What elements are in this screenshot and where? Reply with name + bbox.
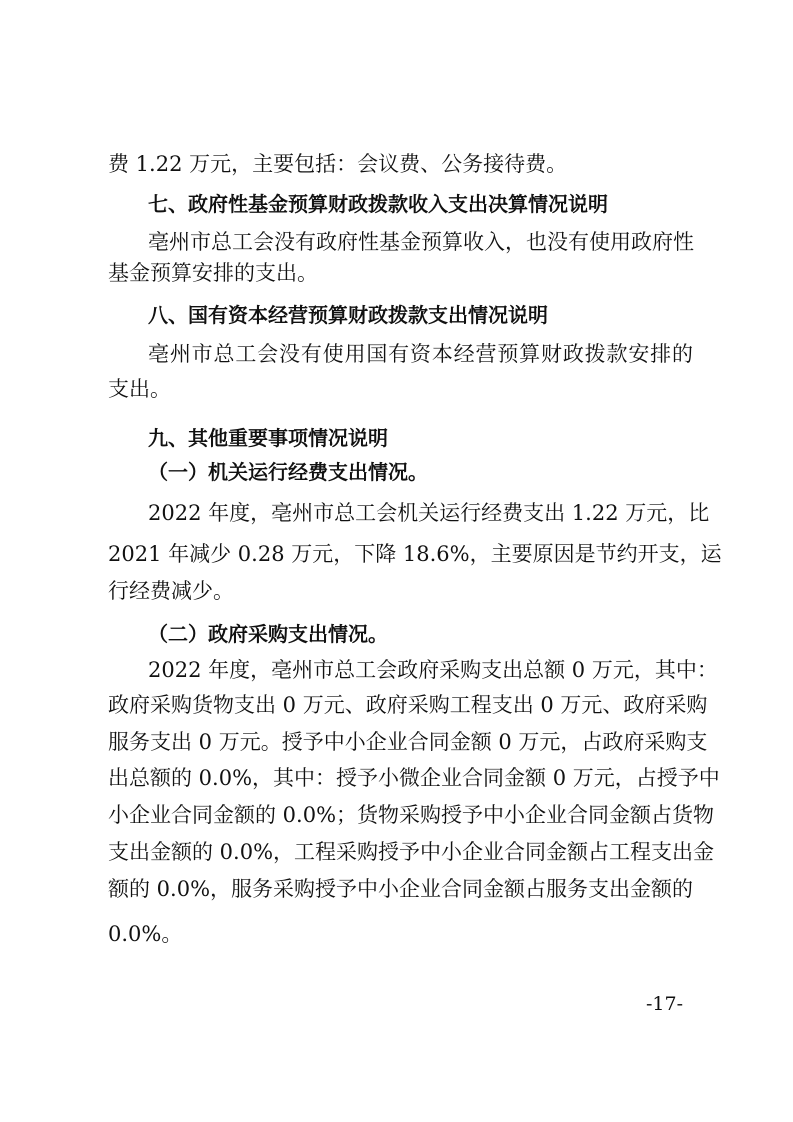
body-text-line: 额的 0.0%，服务采购授予中小企业合同金额占服务支出金额的 — [108, 877, 694, 901]
section-heading-9: 九、其他重要事项情况说明 — [148, 426, 388, 450]
body-text-line: 亳州市总工会没有政府性基金预算收入，也没有使用政府性 — [148, 230, 694, 254]
body-text-line: 服务支出 0 万元。授予中小企业合同金额 0 万元，占政府采购支 — [108, 730, 708, 754]
body-text-line: 支出。 — [108, 377, 171, 401]
body-text-line: 行经费减少。 — [108, 579, 234, 603]
body-text-line: 2022 年度，亳州市总工会机关运行经费支出 1.22 万元，比 — [148, 501, 710, 525]
body-text-line: 费 1.22 万元，主要包括：会议费、公务接待费。 — [108, 152, 568, 176]
page-number: -17- — [646, 993, 684, 1015]
subsection-heading-2: （二）政府采购支出情况。 — [148, 622, 388, 646]
body-text-line: 基金预算安排的支出。 — [108, 261, 318, 285]
body-text-line: 小企业合同金额的 0.0%；货物采购授予中小企业合同金额占货物 — [108, 803, 715, 827]
body-text-line: 出总额的 0.0%，其中：授予小微企业合同金额 0 万元，占授予中 — [108, 766, 720, 790]
body-text-line: 政府采购货物支出 0 万元、政府采购工程支出 0 万元、政府采购 — [108, 693, 708, 717]
section-heading-7: 七、政府性基金预算财政拨款收入支出决算情况说明 — [148, 192, 608, 216]
body-text-line: 支出金额的 0.0%，工程采购授予中小企业合同金额占工程支出金 — [108, 840, 715, 864]
body-text-line: 0.0%。 — [108, 922, 183, 946]
body-text-line: 2022 年度，亳州市总工会政府采购支出总额 0 万元，其中： — [148, 658, 718, 682]
subsection-heading-1: （一）机关运行经费支出情况。 — [148, 460, 428, 484]
body-text-line: 亳州市总工会没有使用国有资本经营预算财政拨款安排的 — [148, 342, 693, 366]
section-heading-8: 八、国有资本经营预算财政拨款支出情况说明 — [148, 303, 548, 327]
body-text-line: 2021 年减少 0.28 万元，下降 18.6%，主要原因是节约开支，运 — [108, 542, 722, 566]
